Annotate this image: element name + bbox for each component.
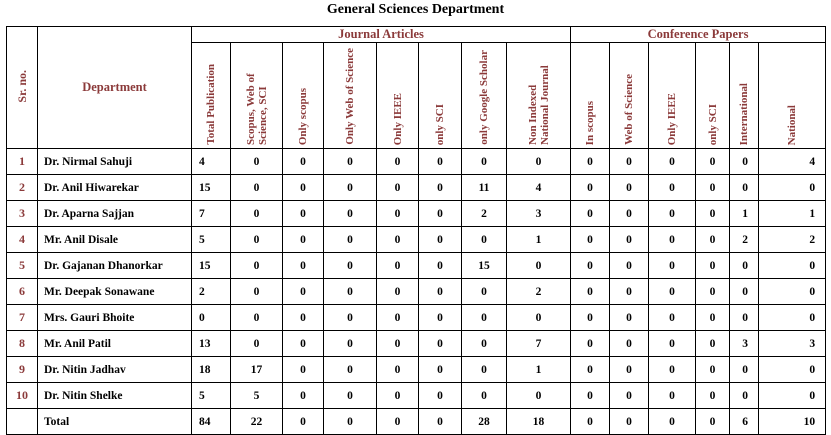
value-cell: 2 (759, 227, 826, 253)
faculty-name-cell: Total (38, 409, 192, 435)
value-cell: 0 (462, 149, 507, 175)
value-cell: 0 (649, 383, 696, 409)
col-header: Non Indexed National Journal (507, 43, 571, 149)
conference-papers-header: Conference Papers (571, 27, 826, 43)
value-cell: 0 (462, 279, 507, 305)
table-row (7, 305, 826, 331)
faculty-name-cell: Dr. Aparna Sajjan (38, 201, 192, 227)
value-cell: 0 (324, 201, 377, 227)
faculty-name-cell: Dr. Nitin Jadhav (38, 357, 192, 383)
col-header: In scopus (571, 43, 610, 149)
value-cell: 0 (324, 357, 377, 383)
col-header: only SCI (419, 43, 462, 149)
value-cell: 0 (507, 149, 571, 175)
value-cell: 0 (649, 331, 696, 357)
value-cell: 0 (696, 331, 730, 357)
value-cell: 0 (419, 201, 462, 227)
value-cell: 18 (507, 409, 571, 435)
table-row (7, 331, 826, 357)
value-cell: 0 (571, 175, 610, 201)
faculty-name-cell: Dr. Nitin Shelke (38, 383, 192, 409)
value-cell: 1 (507, 357, 571, 383)
value-cell: 0 (324, 227, 377, 253)
faculty-name-cell: Mr. Anil Disale (38, 227, 192, 253)
value-cell: 0 (696, 383, 730, 409)
value-cell: 0 (649, 201, 696, 227)
value-cell: 0 (377, 331, 419, 357)
table-row (7, 383, 826, 409)
sr-no-header: Sr. no. (7, 27, 38, 149)
value-cell: 0 (283, 175, 324, 201)
value-cell: 13 (192, 331, 231, 357)
value-cell: 0 (610, 175, 649, 201)
value-cell: 0 (696, 201, 730, 227)
value-cell: 5 (192, 383, 231, 409)
value-cell: 0 (610, 305, 649, 331)
value-cell: 0 (419, 409, 462, 435)
value-cell: 0 (377, 253, 419, 279)
sr-no-cell (7, 409, 38, 435)
value-cell: 0 (419, 279, 462, 305)
department-header: Department (38, 27, 192, 149)
col-header: Only Web of Science (324, 43, 377, 149)
value-cell: 0 (462, 331, 507, 357)
value-cell: 0 (231, 201, 283, 227)
value-cell: 0 (507, 305, 571, 331)
value-cell: 0 (419, 253, 462, 279)
value-cell: 0 (419, 383, 462, 409)
value-cell: 11 (462, 175, 507, 201)
value-cell: 5 (231, 383, 283, 409)
col-header: Web of Science (610, 43, 649, 149)
value-cell: 4 (507, 175, 571, 201)
value-cell: 0 (696, 149, 730, 175)
table-row (7, 253, 826, 279)
value-cell: 0 (730, 279, 759, 305)
publications-table (6, 26, 826, 435)
value-cell: 0 (649, 253, 696, 279)
value-cell: 0 (462, 305, 507, 331)
value-cell: 0 (610, 149, 649, 175)
sr-no-cell: 9 (7, 357, 38, 383)
table-row (7, 149, 826, 175)
value-cell: 10 (759, 409, 826, 435)
value-cell: 0 (696, 227, 730, 253)
sr-no-cell: 8 (7, 331, 38, 357)
value-cell: 0 (192, 305, 231, 331)
value-cell: 0 (283, 149, 324, 175)
value-cell: 0 (730, 253, 759, 279)
sr-no-cell: 3 (7, 201, 38, 227)
value-cell: 4 (192, 149, 231, 175)
value-cell: 0 (571, 409, 610, 435)
value-cell: 1 (759, 201, 826, 227)
value-cell: 0 (231, 149, 283, 175)
value-cell: 0 (462, 227, 507, 253)
value-cell: 0 (730, 383, 759, 409)
value-cell: 0 (730, 357, 759, 383)
value-cell: 0 (571, 253, 610, 279)
value-cell: 0 (419, 149, 462, 175)
value-cell: 0 (377, 357, 419, 383)
value-cell: 0 (231, 253, 283, 279)
value-cell: 0 (283, 201, 324, 227)
value-cell: 0 (649, 305, 696, 331)
value-cell: 0 (324, 279, 377, 305)
value-cell: 0 (419, 357, 462, 383)
journal-articles-header: Journal Articles (192, 27, 571, 43)
value-cell: 0 (419, 305, 462, 331)
value-cell: 0 (610, 383, 649, 409)
value-cell: 0 (324, 305, 377, 331)
value-cell: 2 (507, 279, 571, 305)
faculty-name-cell: Dr. Gajanan Dhanorkar (38, 253, 192, 279)
value-cell: 0 (696, 357, 730, 383)
value-cell: 0 (377, 149, 419, 175)
value-cell: 22 (231, 409, 283, 435)
value-cell: 0 (730, 149, 759, 175)
value-cell: 0 (231, 305, 283, 331)
value-cell: 0 (649, 357, 696, 383)
value-cell: 0 (419, 331, 462, 357)
value-cell: 0 (759, 253, 826, 279)
value-cell: 0 (649, 175, 696, 201)
value-cell: 18 (192, 357, 231, 383)
value-cell: 0 (507, 383, 571, 409)
value-cell: 0 (462, 357, 507, 383)
value-cell: 2 (730, 227, 759, 253)
value-cell: 0 (759, 279, 826, 305)
value-cell: 0 (571, 227, 610, 253)
value-cell: 4 (759, 149, 826, 175)
faculty-name-cell: Mr. Anil Patil (38, 331, 192, 357)
value-cell: 0 (571, 305, 610, 331)
value-cell: 0 (324, 175, 377, 201)
value-cell: 0 (283, 383, 324, 409)
value-cell: 0 (571, 279, 610, 305)
value-cell: 5 (192, 227, 231, 253)
value-cell: 0 (324, 149, 377, 175)
value-cell: 0 (696, 175, 730, 201)
sr-no-cell: 4 (7, 227, 38, 253)
value-cell: 28 (462, 409, 507, 435)
table-row (7, 357, 826, 383)
value-cell: 0 (324, 253, 377, 279)
sr-no-cell: 5 (7, 253, 38, 279)
value-cell: 0 (571, 357, 610, 383)
value-cell: 0 (649, 149, 696, 175)
value-cell: 17 (231, 357, 283, 383)
sr-no-cell: 1 (7, 149, 38, 175)
value-cell: 7 (192, 201, 231, 227)
value-cell: 0 (324, 383, 377, 409)
table-row (7, 409, 826, 435)
value-cell: 0 (507, 253, 571, 279)
value-cell: 0 (571, 383, 610, 409)
table-row (7, 279, 826, 305)
value-cell: 0 (283, 409, 324, 435)
value-cell: 0 (696, 409, 730, 435)
value-cell: 6 (730, 409, 759, 435)
value-cell: 0 (377, 201, 419, 227)
table-row (7, 175, 826, 201)
value-cell: 84 (192, 409, 231, 435)
value-cell: 0 (377, 305, 419, 331)
value-cell: 2 (192, 279, 231, 305)
value-cell: 0 (283, 305, 324, 331)
value-cell: 0 (730, 175, 759, 201)
value-cell: 0 (231, 279, 283, 305)
value-cell: 0 (649, 279, 696, 305)
value-cell: 0 (610, 201, 649, 227)
value-cell: 0 (283, 227, 324, 253)
value-cell: 0 (571, 201, 610, 227)
value-cell: 0 (283, 357, 324, 383)
value-cell: 0 (324, 331, 377, 357)
value-cell: 3 (730, 331, 759, 357)
col-header: Total Publication (192, 43, 231, 149)
page-title: General Sciences Department (326, 2, 505, 17)
value-cell: 0 (610, 227, 649, 253)
sr-no-cell: 2 (7, 175, 38, 201)
col-header: Only IEEE (377, 43, 419, 149)
value-cell: 0 (696, 279, 730, 305)
value-cell: 0 (610, 331, 649, 357)
value-cell: 0 (283, 279, 324, 305)
col-header: Only scopus (283, 43, 324, 149)
col-header: National (759, 43, 826, 149)
table-row (7, 201, 826, 227)
value-cell: 0 (377, 409, 419, 435)
faculty-name-cell: Dr. Nirmal Sahuji (38, 149, 192, 175)
value-cell: 0 (571, 149, 610, 175)
sr-no-cell: 6 (7, 279, 38, 305)
value-cell: 0 (610, 357, 649, 383)
value-cell: 0 (730, 305, 759, 331)
table-body (7, 149, 826, 435)
faculty-name-cell: Mr. Deepak Sonawane (38, 279, 192, 305)
sr-no-cell: 10 (7, 383, 38, 409)
value-cell: 15 (462, 253, 507, 279)
value-cell: 3 (759, 331, 826, 357)
col-header: only SCI (696, 43, 730, 149)
col-header: Scopus, Web of Science, SCI (231, 43, 283, 149)
value-cell: 0 (571, 331, 610, 357)
value-cell: 0 (610, 409, 649, 435)
sr-no-cell: 7 (7, 305, 38, 331)
value-cell: 0 (759, 305, 826, 331)
value-cell: 7 (507, 331, 571, 357)
value-cell: 1 (730, 201, 759, 227)
table-row (7, 227, 826, 253)
value-cell: 0 (231, 227, 283, 253)
value-cell: 0 (759, 175, 826, 201)
value-cell: 0 (283, 331, 324, 357)
value-cell: 15 (192, 253, 231, 279)
value-cell: 0 (696, 253, 730, 279)
value-cell: 0 (759, 383, 826, 409)
value-cell: 0 (419, 227, 462, 253)
value-cell: 0 (610, 253, 649, 279)
value-cell: 0 (649, 409, 696, 435)
col-header: Only IEEE (649, 43, 696, 149)
faculty-name-cell: Mrs. Gauri Bhoite (38, 305, 192, 331)
col-header: only Google Scholar (462, 43, 507, 149)
value-cell: 15 (192, 175, 231, 201)
value-cell: 0 (696, 305, 730, 331)
value-cell: 0 (324, 409, 377, 435)
value-cell: 0 (649, 227, 696, 253)
value-cell: 0 (377, 383, 419, 409)
value-cell: 0 (462, 383, 507, 409)
col-header: International (730, 43, 759, 149)
value-cell: 1 (507, 227, 571, 253)
value-cell: 0 (231, 175, 283, 201)
value-cell: 0 (283, 253, 324, 279)
value-cell: 0 (231, 331, 283, 357)
value-cell: 0 (759, 357, 826, 383)
value-cell: 0 (377, 227, 419, 253)
value-cell: 2 (462, 201, 507, 227)
faculty-name-cell: Dr. Anil Hiwarekar (38, 175, 192, 201)
value-cell: 0 (610, 279, 649, 305)
value-cell: 0 (377, 279, 419, 305)
value-cell: 0 (377, 175, 419, 201)
value-cell: 3 (507, 201, 571, 227)
value-cell: 0 (419, 175, 462, 201)
